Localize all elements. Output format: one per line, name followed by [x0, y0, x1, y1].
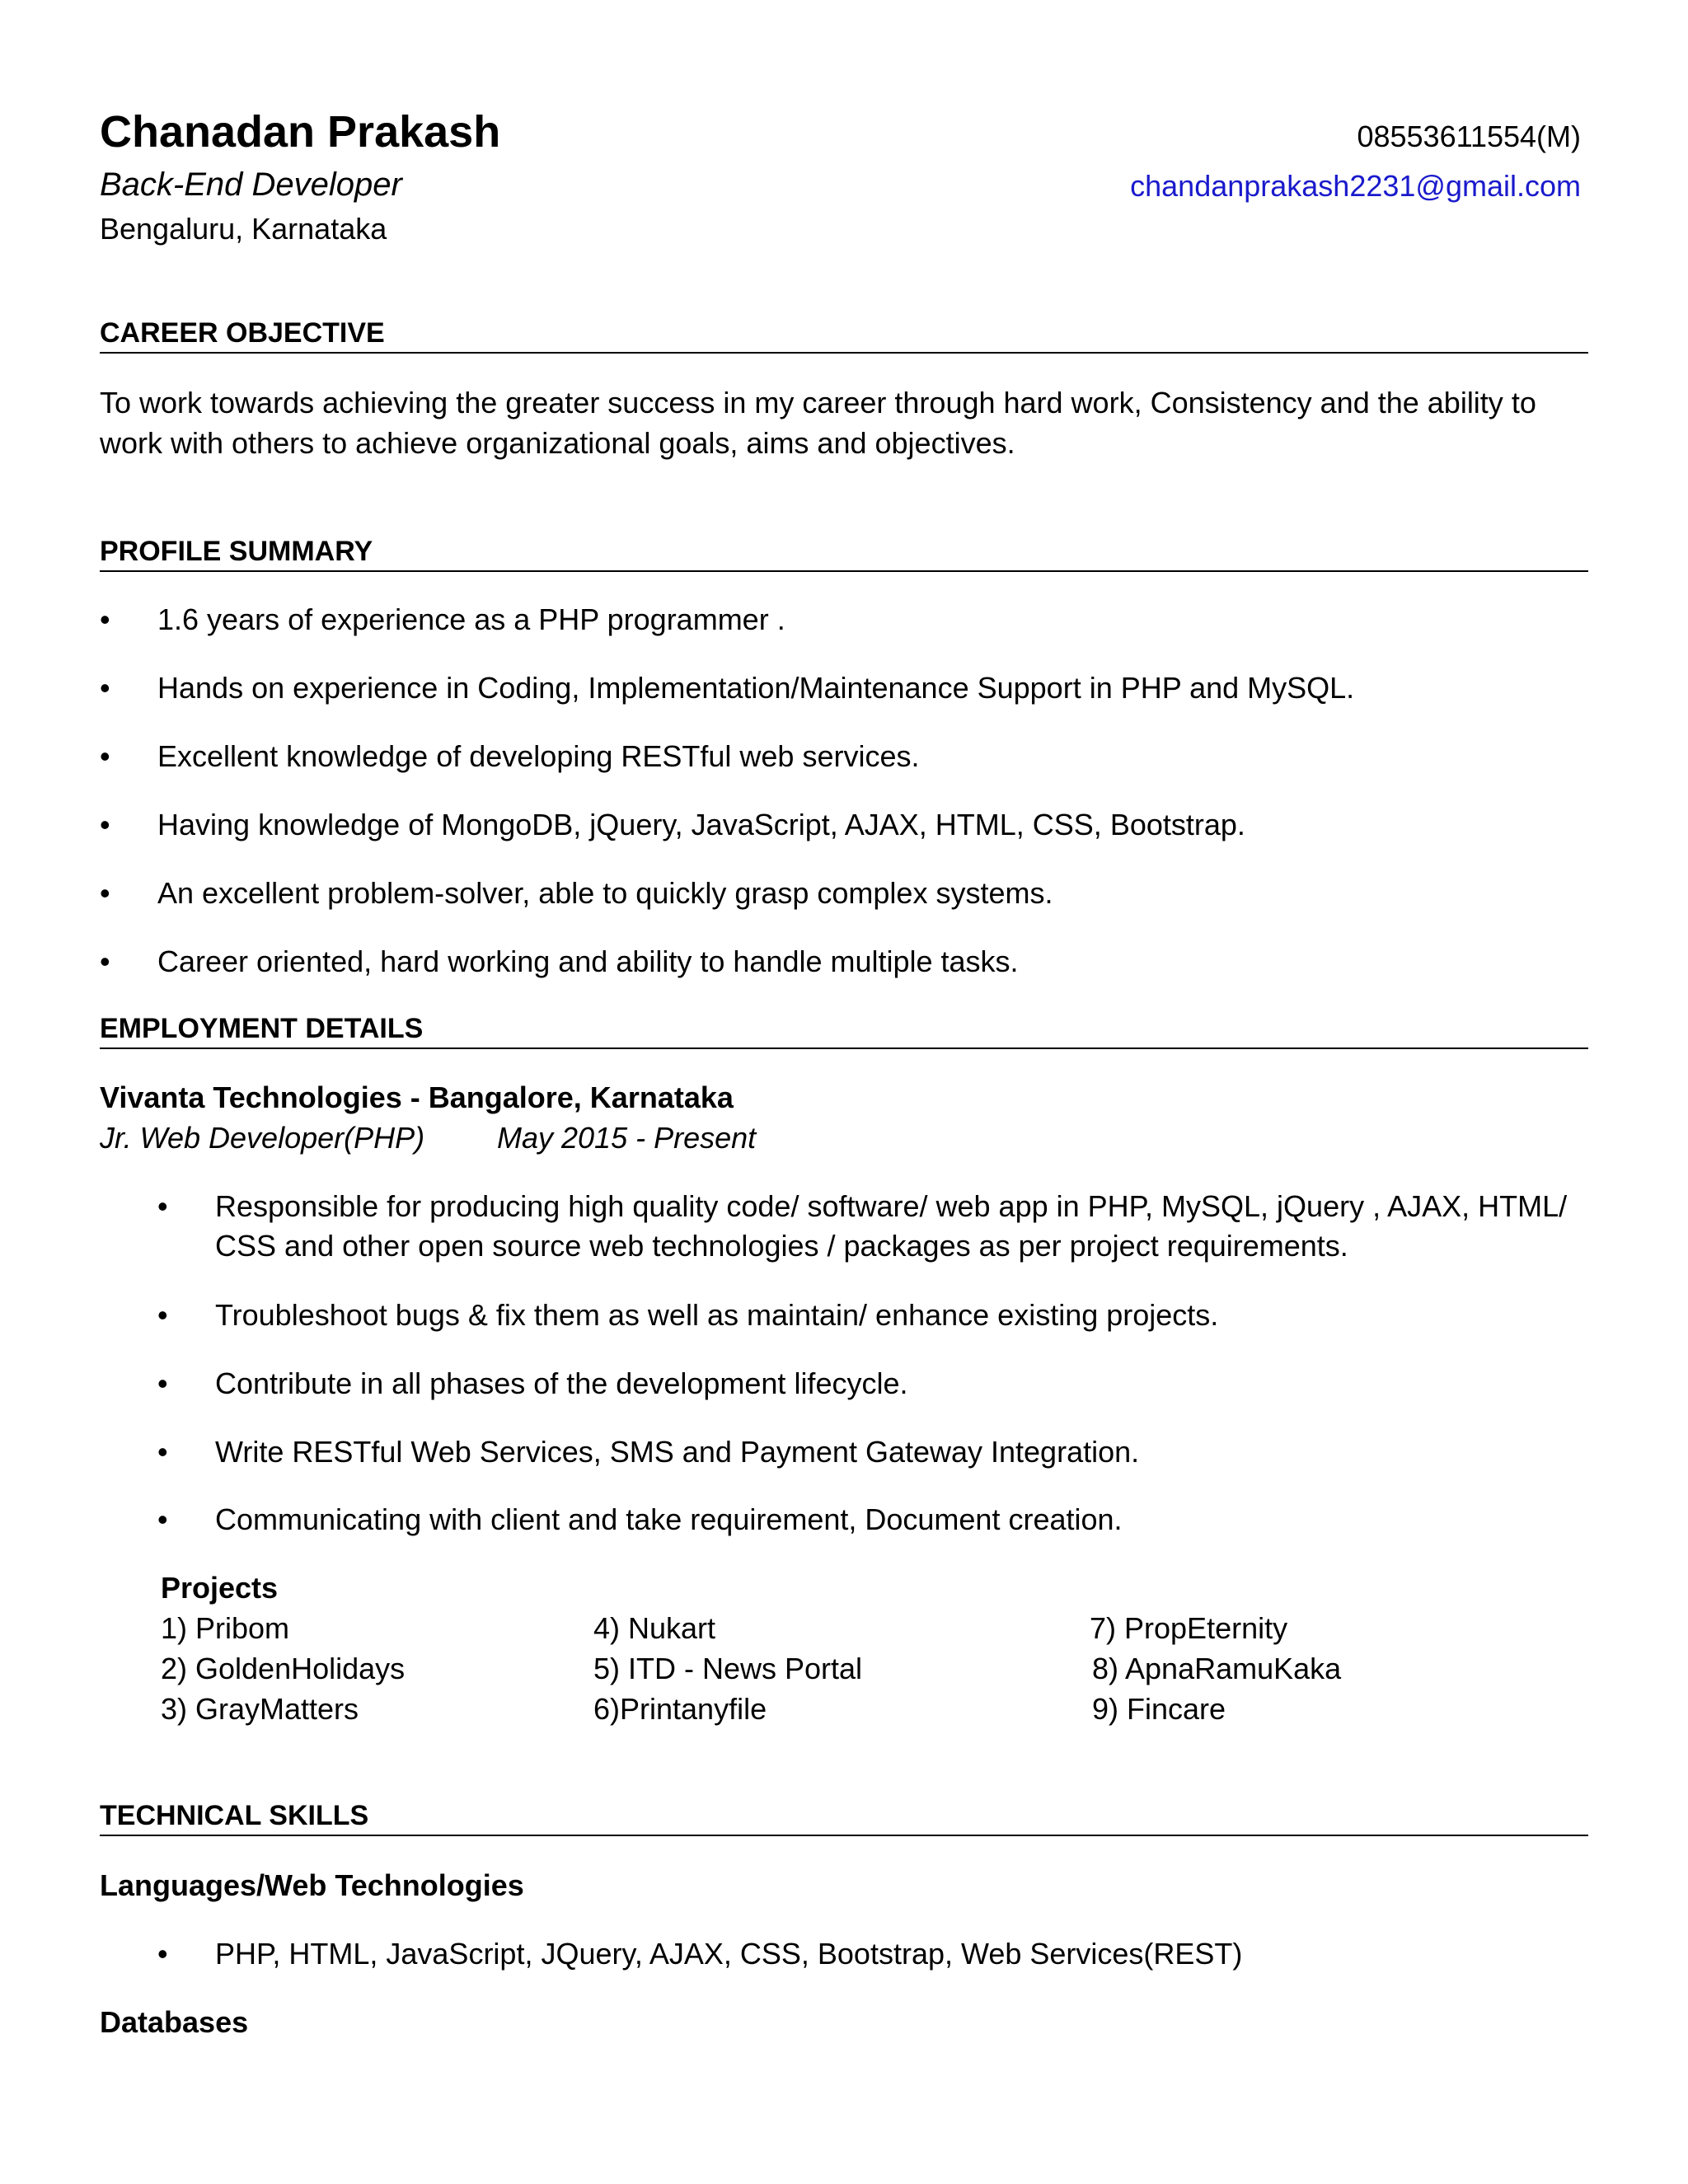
- project-item: 3) GrayMatters: [161, 1692, 359, 1726]
- summary-item-text: Career oriented, hard working and ability to handle multiple tasks.: [157, 944, 1019, 978]
- duty-item-text: Contribute in all phases of the development lifecycle.: [215, 1366, 908, 1400]
- summary-item: [100, 737, 1583, 778]
- bullet-icon: •: [100, 671, 110, 705]
- duty-item-text: Write RESTful Web Services, SMS and Payment Gateway Integration.: [215, 1435, 1140, 1469]
- project-item: 5) ITD - News Portal: [593, 1652, 863, 1685]
- bullet-icon: •: [157, 1502, 168, 1536]
- summary-item: [100, 874, 1583, 915]
- summary-item-text: An excellent problem-solver, able to quickly grasp complex systems.: [157, 876, 1053, 910]
- duty-item: [157, 1187, 1592, 1268]
- job-period: May 2015 - Present: [497, 1121, 757, 1155]
- candidate-role: Back-End Developer: [100, 166, 402, 203]
- languages-heading: Languages/Web Technologies: [100, 1868, 524, 1902]
- bullet-icon: •: [157, 1189, 168, 1223]
- summary-item: [100, 805, 1583, 846]
- duty-item-text: Responsible for producing high quality code/ software/ web app in PHP, MySQL, jQuery , AJAX, HTML/: [215, 1189, 1568, 1223]
- summary-item: [100, 600, 1583, 641]
- duty-item-text: Communicating with client and take requirement, Document creation.: [215, 1502, 1123, 1536]
- bullet-icon: •: [100, 876, 110, 910]
- bullet-icon: •: [100, 739, 110, 773]
- candidate-location: Bengaluru, Karnataka: [100, 212, 387, 246]
- duty-item-text: Troubleshoot bugs & fix them as well as maintain/ enhance existing projects.: [215, 1298, 1219, 1332]
- section-heading-technical-skills: TECHNICAL SKILLS: [100, 1798, 1588, 1836]
- email-link[interactable]: chandanprakash2231@gmail.com: [1130, 169, 1581, 203]
- skill-item: [157, 1934, 1592, 1975]
- bullet-icon: •: [157, 1937, 168, 1971]
- project-item: 1) Pribom: [161, 1611, 290, 1645]
- projects-heading: Projects: [161, 1571, 279, 1605]
- career-objective-line-2: work with others to achieve organizational goals, aims and objectives.: [100, 426, 1015, 460]
- project-item: 4) Nukart: [593, 1611, 716, 1645]
- duty-item: [157, 1296, 1592, 1337]
- bullet-icon: •: [100, 808, 110, 841]
- candidate-name: Chanadan Prakash: [100, 107, 501, 157]
- project-item: 2) GoldenHolidays: [161, 1652, 406, 1685]
- bullet-icon: •: [100, 944, 110, 978]
- bullet-icon: •: [157, 1366, 168, 1400]
- summary-item: [100, 942, 1583, 983]
- databases-heading: Databases: [100, 2005, 249, 2039]
- duty-item: [157, 1432, 1592, 1474]
- phone-number: 08553611554(M): [1357, 120, 1581, 153]
- project-item: 6)Printanyfile: [593, 1692, 767, 1726]
- project-item: 9) Fincare: [1092, 1692, 1226, 1726]
- duty-item: [157, 1500, 1592, 1541]
- project-item: 7) PropEternity: [1090, 1611, 1288, 1645]
- skill-item-text: PHP, HTML, JavaScript, JQuery, AJAX, CSS, Bootstrap, Web Services(REST): [215, 1937, 1243, 1971]
- bullet-icon: •: [157, 1435, 168, 1469]
- section-heading-profile-summary: PROFILE SUMMARY: [100, 534, 1588, 572]
- duty-item-text-continued: CSS and other open source web technologies / packages as per project requirements.: [215, 1229, 1348, 1263]
- section-heading-career-objective: CAREER OBJECTIVE: [100, 316, 1588, 354]
- company-name: Vivanta Technologies - Bangalore, Karnataka: [100, 1080, 734, 1114]
- duty-item: [157, 1364, 1592, 1405]
- bullet-icon: •: [157, 1298, 168, 1332]
- career-objective-line-1: To work towards achieving the greater success in my career through hard work, Consistency and the ability to: [100, 386, 1536, 419]
- project-item: 8) ApnaRamuKaka: [1092, 1652, 1342, 1685]
- summary-item-text: 1.6 years of experience as a PHP programmer .: [157, 602, 785, 636]
- job-position: Jr. Web Developer(PHP): [100, 1121, 425, 1155]
- summary-item-text: Hands on experience in Coding, Implementation/Maintenance Support in PHP and MySQL.: [157, 671, 1355, 705]
- section-heading-employment: EMPLOYMENT DETAILS: [100, 1011, 1588, 1049]
- summary-item-text: Excellent knowledge of developing RESTful web services.: [157, 739, 920, 773]
- summary-item: [100, 668, 1583, 710]
- bullet-icon: •: [100, 602, 110, 636]
- summary-item-text: Having knowledge of MongoDB, jQuery, JavaScript, AJAX, HTML, CSS, Bootstrap.: [157, 808, 1245, 841]
